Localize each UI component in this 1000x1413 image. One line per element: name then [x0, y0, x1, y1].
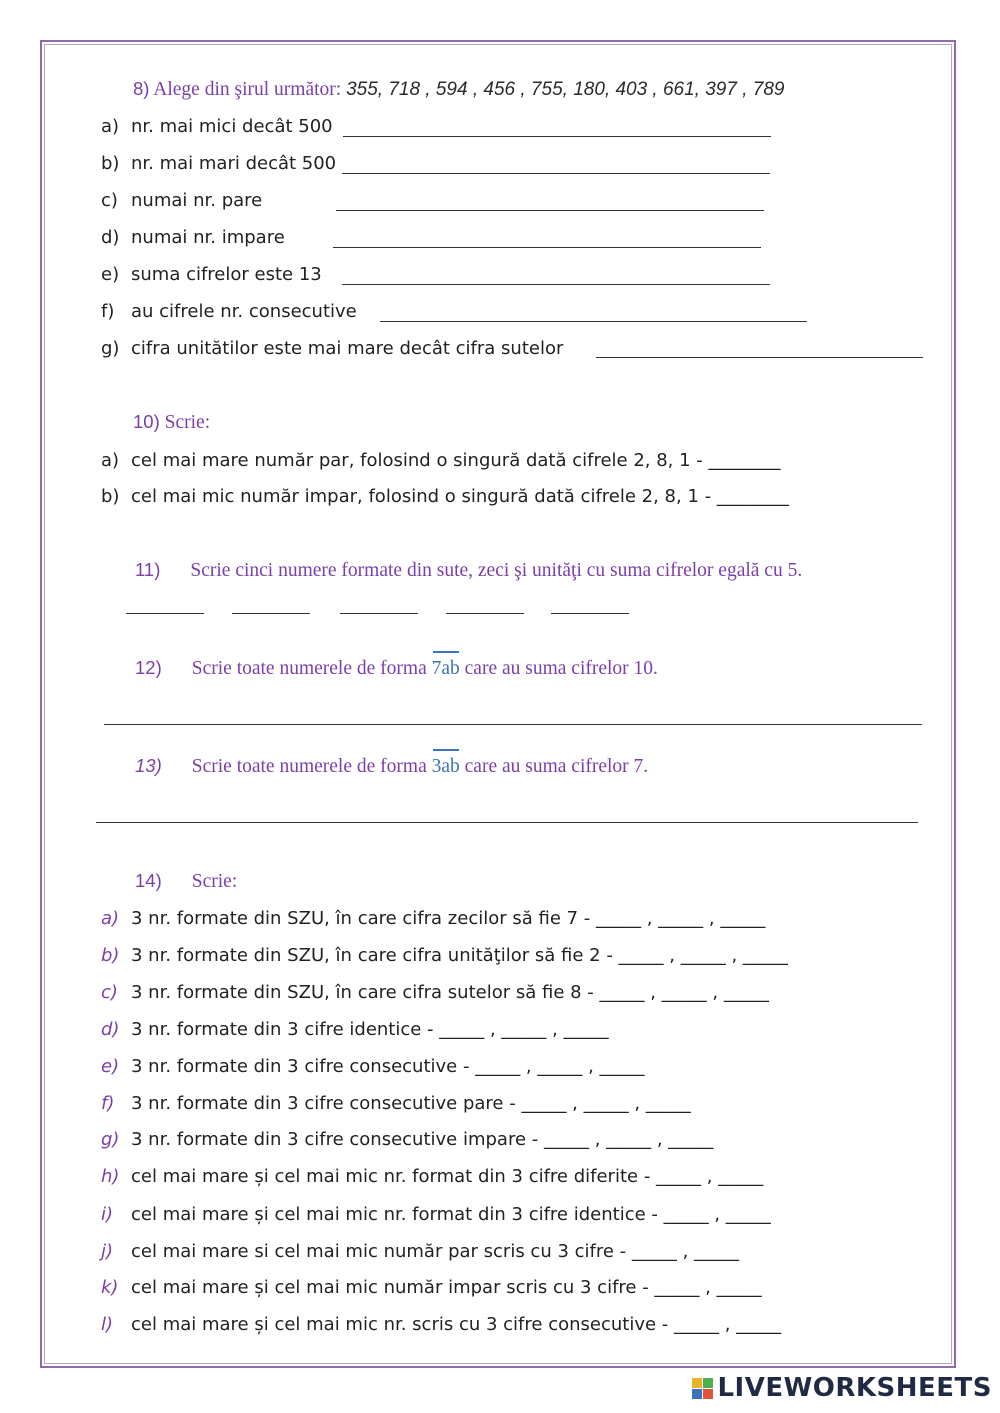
ex11-answer-blank-4[interactable]	[446, 613, 524, 614]
ex12-suffix: care au suma cifrelor 10.	[464, 658, 658, 679]
ex14-item-l: l) cel mai mare și cel mai mic nr. scris cu 3 cifre consecutive - _____ , _____	[101, 1314, 782, 1335]
ex8-item-c: c) numai nr. pare	[101, 190, 263, 211]
ex11-answer-blank-5[interactable]	[551, 613, 629, 614]
ex11-heading	[135, 558, 802, 583]
ex14-item-h: h) cel mai mare și cel mai mic nr. format din 3 cifre diferite - _____ , _____	[101, 1166, 764, 1187]
ex11-prompt: Scrie cinci numere formate din sute, zeci şi unităţi cu suma cifrelor egală cu 5.	[190, 560, 803, 581]
ex10-item-b: b) cel mai mic număr impar, folosind o singură dată cifrele 2, 8, 1 - ________	[101, 486, 789, 507]
ex11-answer-blank-3[interactable]	[340, 613, 418, 614]
ex13-form: 3ab	[431, 756, 460, 777]
ex14-heading	[135, 869, 237, 894]
ex10-prompt: Scrie:	[164, 412, 211, 433]
ex8-item-g: g) cifra unitătilor este mai mare decât cifra sutelor	[101, 338, 564, 359]
ex12-heading	[135, 656, 658, 681]
ex12-number: 12)	[135, 657, 162, 678]
ex8-answer-line-b[interactable]	[342, 173, 770, 174]
liveworksheets-logo-icon	[692, 1378, 713, 1399]
ex13-answer-line[interactable]	[96, 822, 918, 823]
ex8-answer-line-c[interactable]	[336, 210, 764, 211]
ex14-prompt: Scrie:	[191, 871, 238, 892]
ex11-answer-blank-1[interactable]	[126, 613, 204, 614]
ex11-answer-blank-2[interactable]	[232, 613, 310, 614]
ex13-number: 13)	[135, 755, 162, 776]
ex14-item-f: f) 3 nr. formate din 3 cifre consecutive pare - _____ , _____ , _____	[101, 1093, 691, 1114]
ex8-answer-line-g[interactable]	[596, 357, 923, 358]
ex8-item-b: b) nr. mai mari decât 500	[101, 153, 337, 174]
ex12-form: 7ab	[431, 658, 460, 679]
ex14-item-c: c) 3 nr. formate din SZU, în care cifra sutelor să fie 8 - _____ , _____ , _____	[101, 982, 769, 1003]
ex14-item-a: a) 3 nr. formate din SZU, în care cifra zecilor să fie 7 - _____ , _____ , _____	[101, 908, 766, 929]
ex8-answer-line-d[interactable]	[333, 247, 761, 248]
ex8-sequence: 355, 718 , 594 , 456 , 755, 180, 403 , 661, 397 , 789	[346, 79, 785, 100]
ex13-heading	[135, 754, 648, 779]
ex10-number: 10)	[133, 411, 160, 432]
ex14-item-b: b) 3 nr. formate din SZU, în care cifra unităţilor să fie 2 - _____ , _____ , _____	[101, 945, 788, 966]
ex8-item-d: d) numai nr. impare	[101, 227, 285, 248]
ex11-number: 11)	[135, 559, 161, 580]
ex8-answer-line-e[interactable]	[342, 284, 770, 285]
ex14-item-e: e) 3 nr. formate din 3 cifre consecutive - _____ , _____ , _____	[101, 1056, 645, 1077]
ex10-item-a: a) cel mai mare număr par, folosind o singură dată cifrele 2, 8, 1 - ________	[101, 450, 781, 471]
ex12-answer-line[interactable]	[104, 724, 922, 725]
ex8-answer-line-a[interactable]	[343, 136, 771, 137]
ex8-answer-line-f[interactable]	[380, 321, 807, 322]
ex13-prompt: Scrie toate numerele de forma	[191, 756, 427, 777]
ex14-item-d: d) 3 nr. formate din 3 cifre identice - _____ , _____ , _____	[101, 1019, 609, 1040]
ex8-prompt: Alege din şirul următor:	[153, 79, 342, 100]
ex14-item-i: i) cel mai mare și cel mai mic nr. format din 3 cifre identice - _____ , _____	[101, 1204, 771, 1225]
ex14-item-j: j) cel mai mare si cel mai mic număr par scris cu 3 cifre - _____ , _____	[101, 1241, 740, 1262]
liveworksheets-logo[interactable]	[692, 1373, 992, 1403]
ex8-heading	[133, 77, 784, 102]
ex14-item-g: g) 3 nr. formate din 3 cifre consecutive impare - _____ , _____ , _____	[101, 1129, 714, 1150]
ex14-number: 14)	[135, 870, 162, 891]
ex8-item-f: f) au cifrele nr. consecutive	[101, 301, 357, 322]
ex13-suffix: care au suma cifrelor 7.	[464, 756, 649, 777]
ex12-prompt: Scrie toate numerele de forma	[191, 658, 427, 679]
ex8-item-a: a) nr. mai mici decât 500	[101, 116, 333, 137]
ex10-heading	[133, 410, 210, 435]
ex8-item-e: e) suma cifrelor este 13	[101, 264, 322, 285]
ex8-number: 8)	[133, 78, 150, 99]
ex14-item-k: k) cel mai mare și cel mai mic număr impar scris cu 3 cifre - _____ , _____	[101, 1277, 762, 1298]
liveworksheets-logo-text: LIVEWORKSHEETS	[717, 1373, 992, 1403]
